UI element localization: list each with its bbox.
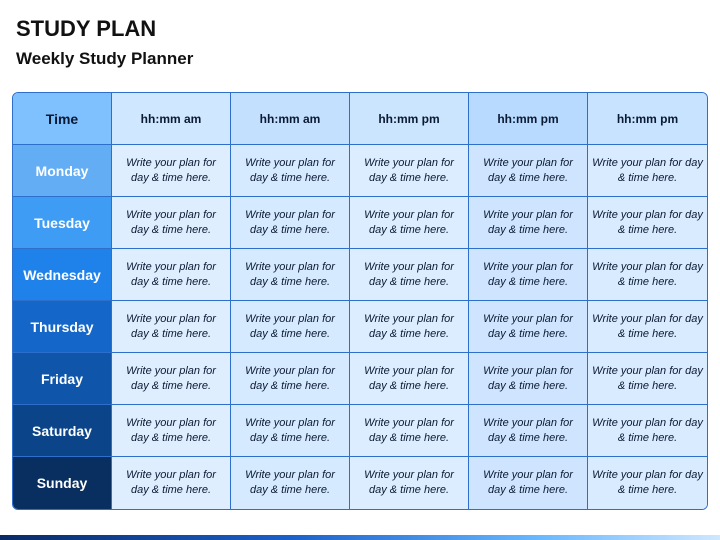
plan-cell[interactable]: Write your plan for day & time here. [112,249,231,301]
time-slot-header: hh:mm pm [588,93,707,145]
plan-cell[interactable]: Write your plan for day & time here. [469,405,588,457]
time-slot-header: hh:mm pm [350,93,469,145]
plan-cell[interactable]: Write your plan for day & time here. [469,353,588,405]
plan-cell[interactable]: Write your plan for day & time here. [350,197,469,249]
day-label-tuesday: Tuesday [13,197,112,249]
plan-cell[interactable]: Write your plan for day & time here. [231,353,350,405]
plan-cell[interactable]: Write your plan for day & time here. [231,405,350,457]
plan-cell[interactable]: Write your plan for day & time here. [588,249,707,301]
time-slot-header: hh:mm pm [469,93,588,145]
plan-cell[interactable]: Write your plan for day & time here. [231,197,350,249]
plan-cell[interactable]: Write your plan for day & time here. [112,457,231,509]
plan-cell[interactable]: Write your plan for day & time here. [350,301,469,353]
plan-cell[interactable]: Write your plan for day & time here. [588,301,707,353]
day-label-friday: Friday [13,353,112,405]
plan-cell[interactable]: Write your plan for day & time here. [350,145,469,197]
footer-accent-bar [0,535,720,540]
plan-cell[interactable]: Write your plan for day & time here. [112,353,231,405]
page-title: STUDY PLAN [16,16,157,41]
page-subtitle: Weekly Study Planner [16,49,194,68]
plan-cell[interactable]: Write your plan for day & time here. [469,301,588,353]
plan-cell[interactable]: Write your plan for day & time here. [112,405,231,457]
plan-cell[interactable]: Write your plan for day & time here. [588,353,707,405]
plan-cell[interactable]: Write your plan for day & time here. [112,301,231,353]
time-slot-header: hh:mm am [231,93,350,145]
plan-cell[interactable]: Write your plan for day & time here. [231,145,350,197]
day-label-saturday: Saturday [13,405,112,457]
plan-cell[interactable]: Write your plan for day & time here. [231,301,350,353]
plan-cell[interactable]: Write your plan for day & time here. [231,457,350,509]
day-label-thursday: Thursday [13,301,112,353]
plan-cell[interactable]: Write your plan for day & time here. [112,145,231,197]
day-label-wednesday: Wednesday [13,249,112,301]
plan-cell[interactable]: Write your plan for day & time here. [469,197,588,249]
plan-cell[interactable]: Write your plan for day & time here. [350,353,469,405]
plan-cell[interactable]: Write your plan for day & time here. [350,457,469,509]
plan-cell[interactable]: Write your plan for day & time here. [350,249,469,301]
plan-cell[interactable]: Write your plan for day & time here. [588,145,707,197]
plan-cell[interactable]: Write your plan for day & time here. [588,197,707,249]
plan-cell[interactable]: Write your plan for day & time here. [588,405,707,457]
plan-cell[interactable]: Write your plan for day & time here. [350,405,469,457]
day-label-sunday: Sunday [13,457,112,509]
plan-cell[interactable]: Write your plan for day & time here. [588,457,707,509]
plan-cell[interactable]: Write your plan for day & time here. [231,249,350,301]
plan-cell[interactable]: Write your plan for day & time here. [112,197,231,249]
day-label-monday: Monday [13,145,112,197]
plan-cell[interactable]: Write your plan for day & time here. [469,249,588,301]
plan-cell[interactable]: Write your plan for day & time here. [469,457,588,509]
time-header-cell: Time [13,93,112,145]
weekly-planner-table [12,92,708,510]
plan-cell[interactable]: Write your plan for day & time here. [469,145,588,197]
time-slot-header: hh:mm am [112,93,231,145]
